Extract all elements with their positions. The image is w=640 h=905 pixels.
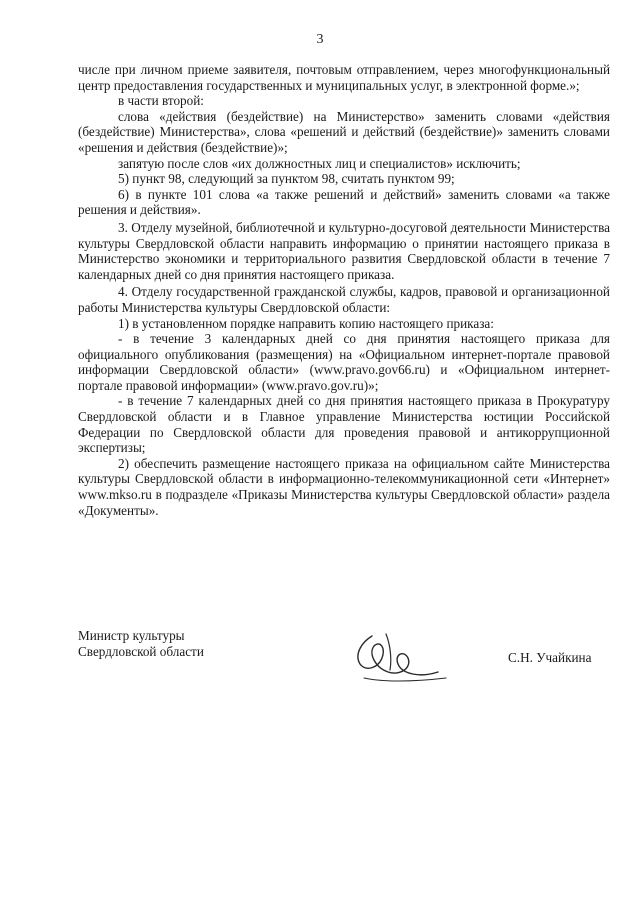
paragraph-item-5: 5) пункт 98, следующий за пунктом 98, считать пунктом 99; <box>118 171 455 187</box>
signatory-title <box>78 628 204 660</box>
document-body <box>78 62 610 518</box>
paragraph-item-6: 6) в пункте 101 слова «а также решений и действий» заменить словами «а также решения и действия». <box>78 186 610 218</box>
signatory-title-line1: Министр культуры <box>78 628 185 643</box>
paragraph-section-4: 4. Отделу государственной гражданской службы, кадров, правовой и организационной работы Министерства культуры Свердловской области: <box>78 284 610 315</box>
signatory-name: С.Н. Учайкина <box>508 650 592 665</box>
paragraph-bullet-prosecutor: - в течение 7 календарных дней со дня принятия настоящего приказа в Прокуратуру Свердловской области и в Главное управление Министерства юстиции Российской Федерации по Свердловской области для проведения правовой и антикоррупционной экспертизы; <box>78 393 610 456</box>
paragraph-part-two: в части второй: <box>118 93 204 109</box>
paragraph-section-3: 3. Отделу музейной, библиотечной и культурно-досуговой деятельности Министерства культуры Свердловской области направить информацию о принятии настоящего приказа в Министерство экономики и территориального развития Свердловской области в течение 7 календарных дней со дня принятия настоящего приказа. <box>78 219 610 282</box>
paragraph-subitem-2: 2) обеспечить размещение настоящего приказа на официальном сайте Министерства культуры Свердловской области в информационно-телекоммуникационной сети «Интернет» www.mkso.ru в подразделе «Приказы Министерства культуры Свердловской области» раздела «Документы». <box>78 455 610 518</box>
paragraph-continuation: числе при личном приеме заявителя, почтовым отправлением, через многофункциональный центр предоставления государственных и муниципальных услуг, в электронной форме.»; <box>78 62 610 93</box>
paragraph-remove-comma: запятую после слов «их должностных лиц и специалистов» исключить; <box>118 155 521 171</box>
page-number: 3 <box>316 32 324 47</box>
paragraph-subitem-1: 1) в установленном порядке направить копию настоящего приказа: <box>118 315 494 331</box>
paragraph-replace-words: слова «действия (бездействие) на Министерство» заменить словами «действия (бездействие) Министерства», слова «решений и действий (бездействие)» заменить словами «решения и действия (бездействие)»; <box>78 108 610 155</box>
paragraph-bullet-publication: - в течение 3 календарных дней со дня принятия настоящего приказа для официального опубликования (размещения) на «Официальном интернет-портале правовой информации Свердловской области» (www.pravo.gov66.ru) и «Официальном интернет-портале правовой информации» (www.pravo.gov.ru)»; <box>78 331 610 393</box>
handwritten-signature <box>342 628 452 688</box>
signatory-title-line2: Свердловской области <box>78 644 204 659</box>
